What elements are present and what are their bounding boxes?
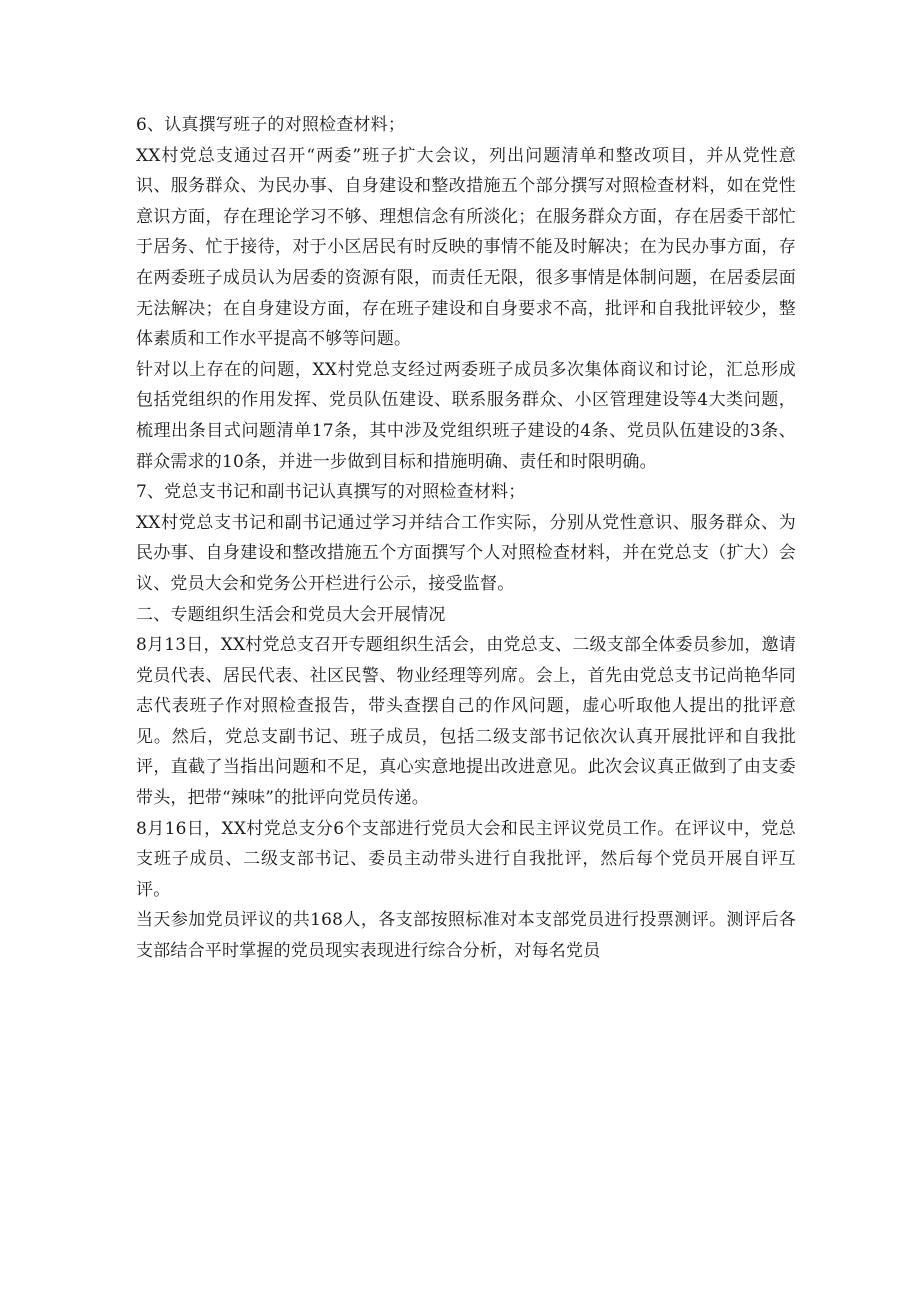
- paragraph-secretary-material: XX村党总支书记和副书记通过学习并结合工作实际，分别从党性意识、服务群众、为民办事、自身建设和整改措施五个方面撰写个人对照检查材料，并在党总支（扩大）会议、党员大会和党务公开栏进行公示，接受监督。: [136, 512, 796, 594]
- section-heading-7: 7、党总支书记和副书记认真撰写的对照检查材料；: [136, 482, 526, 503]
- section-heading-part-two: 二、专题组织生活会和党员大会开展情况: [136, 604, 446, 625]
- paragraph-life-meeting: 8月13日，XX村党总支召开专题组织生活会，由党总支、二级支部全体委员参加，邀请党员代表、居民代表、社区民警、物业经理等列席。会上，首先由党总支书记尚艳华同志代表班子作对照检查报告，带头查摆自己的作风问题，虚心听取他人提出的批评意见。然后，党总支副书记、班子成员，包括二级支部书记依次认真开展批评和自我批评，直截了当指出问题和不足，真心实意地提出改进意见。此次会议真正做到了由支委带头，把带“辣味”的批评向党员传递。: [136, 635, 796, 809]
- paragraph-member-evaluation: 当天参加党员评议的共168人，各支部按照标准对本支部党员进行投票测评。测评后各支部结合平时掌握的党员现实表现进行综合分析，对每名党员: [136, 910, 796, 962]
- paragraph-problem-list: 针对以上存在的问题，XX村党总支经过两委班子成员多次集体商议和讨论，汇总形成包括党组织的作用发挥、党员队伍建设、联系服务群众、小区管理建设等4大类问题，梳理出条目式问题清单17条，其中涉及党组织班子建设的4条、党员队伍建设的3条、群众需求的10条，并进一步做到目标和措施明确、责任和时限明确。: [136, 359, 796, 472]
- section-heading-6: 6、认真撰写班子的对照检查材料；: [136, 115, 406, 135]
- document-page: [136, 110, 796, 967]
- paragraph-member-assembly: 8月16日，XX村党总支分6个支部进行党员大会和民主评议党员工作。在评议中，党总支班子成员、二级支部书记、委员主动带头进行自我批评，然后每个党员开展自评互评。: [136, 818, 796, 900]
- paragraph-checklist-material: XX村党总支通过召开“两委”班子扩大会议，列出问题清单和整改项目，并从党性意识、服务群众、为民办事、自身建设和整改措施五个部分撰写对照检查材料，如在党性意识方面，存在理论学习不够、理想信念有所淡化；在服务群众方面，存在居委干部忙于居务、忙于接待，对于小区居民有时反映的事情不能及时解决；在为民办事方面，存在两委班子成员认为居委的资源有限，而责任无限，很多事情是体制问题，在居委层面无法解决；在自身建设方面，存在班子建设和自身要求不高，批评和自我批评较少，整体素质和工作水平提高不够等问题。: [136, 145, 796, 350]
